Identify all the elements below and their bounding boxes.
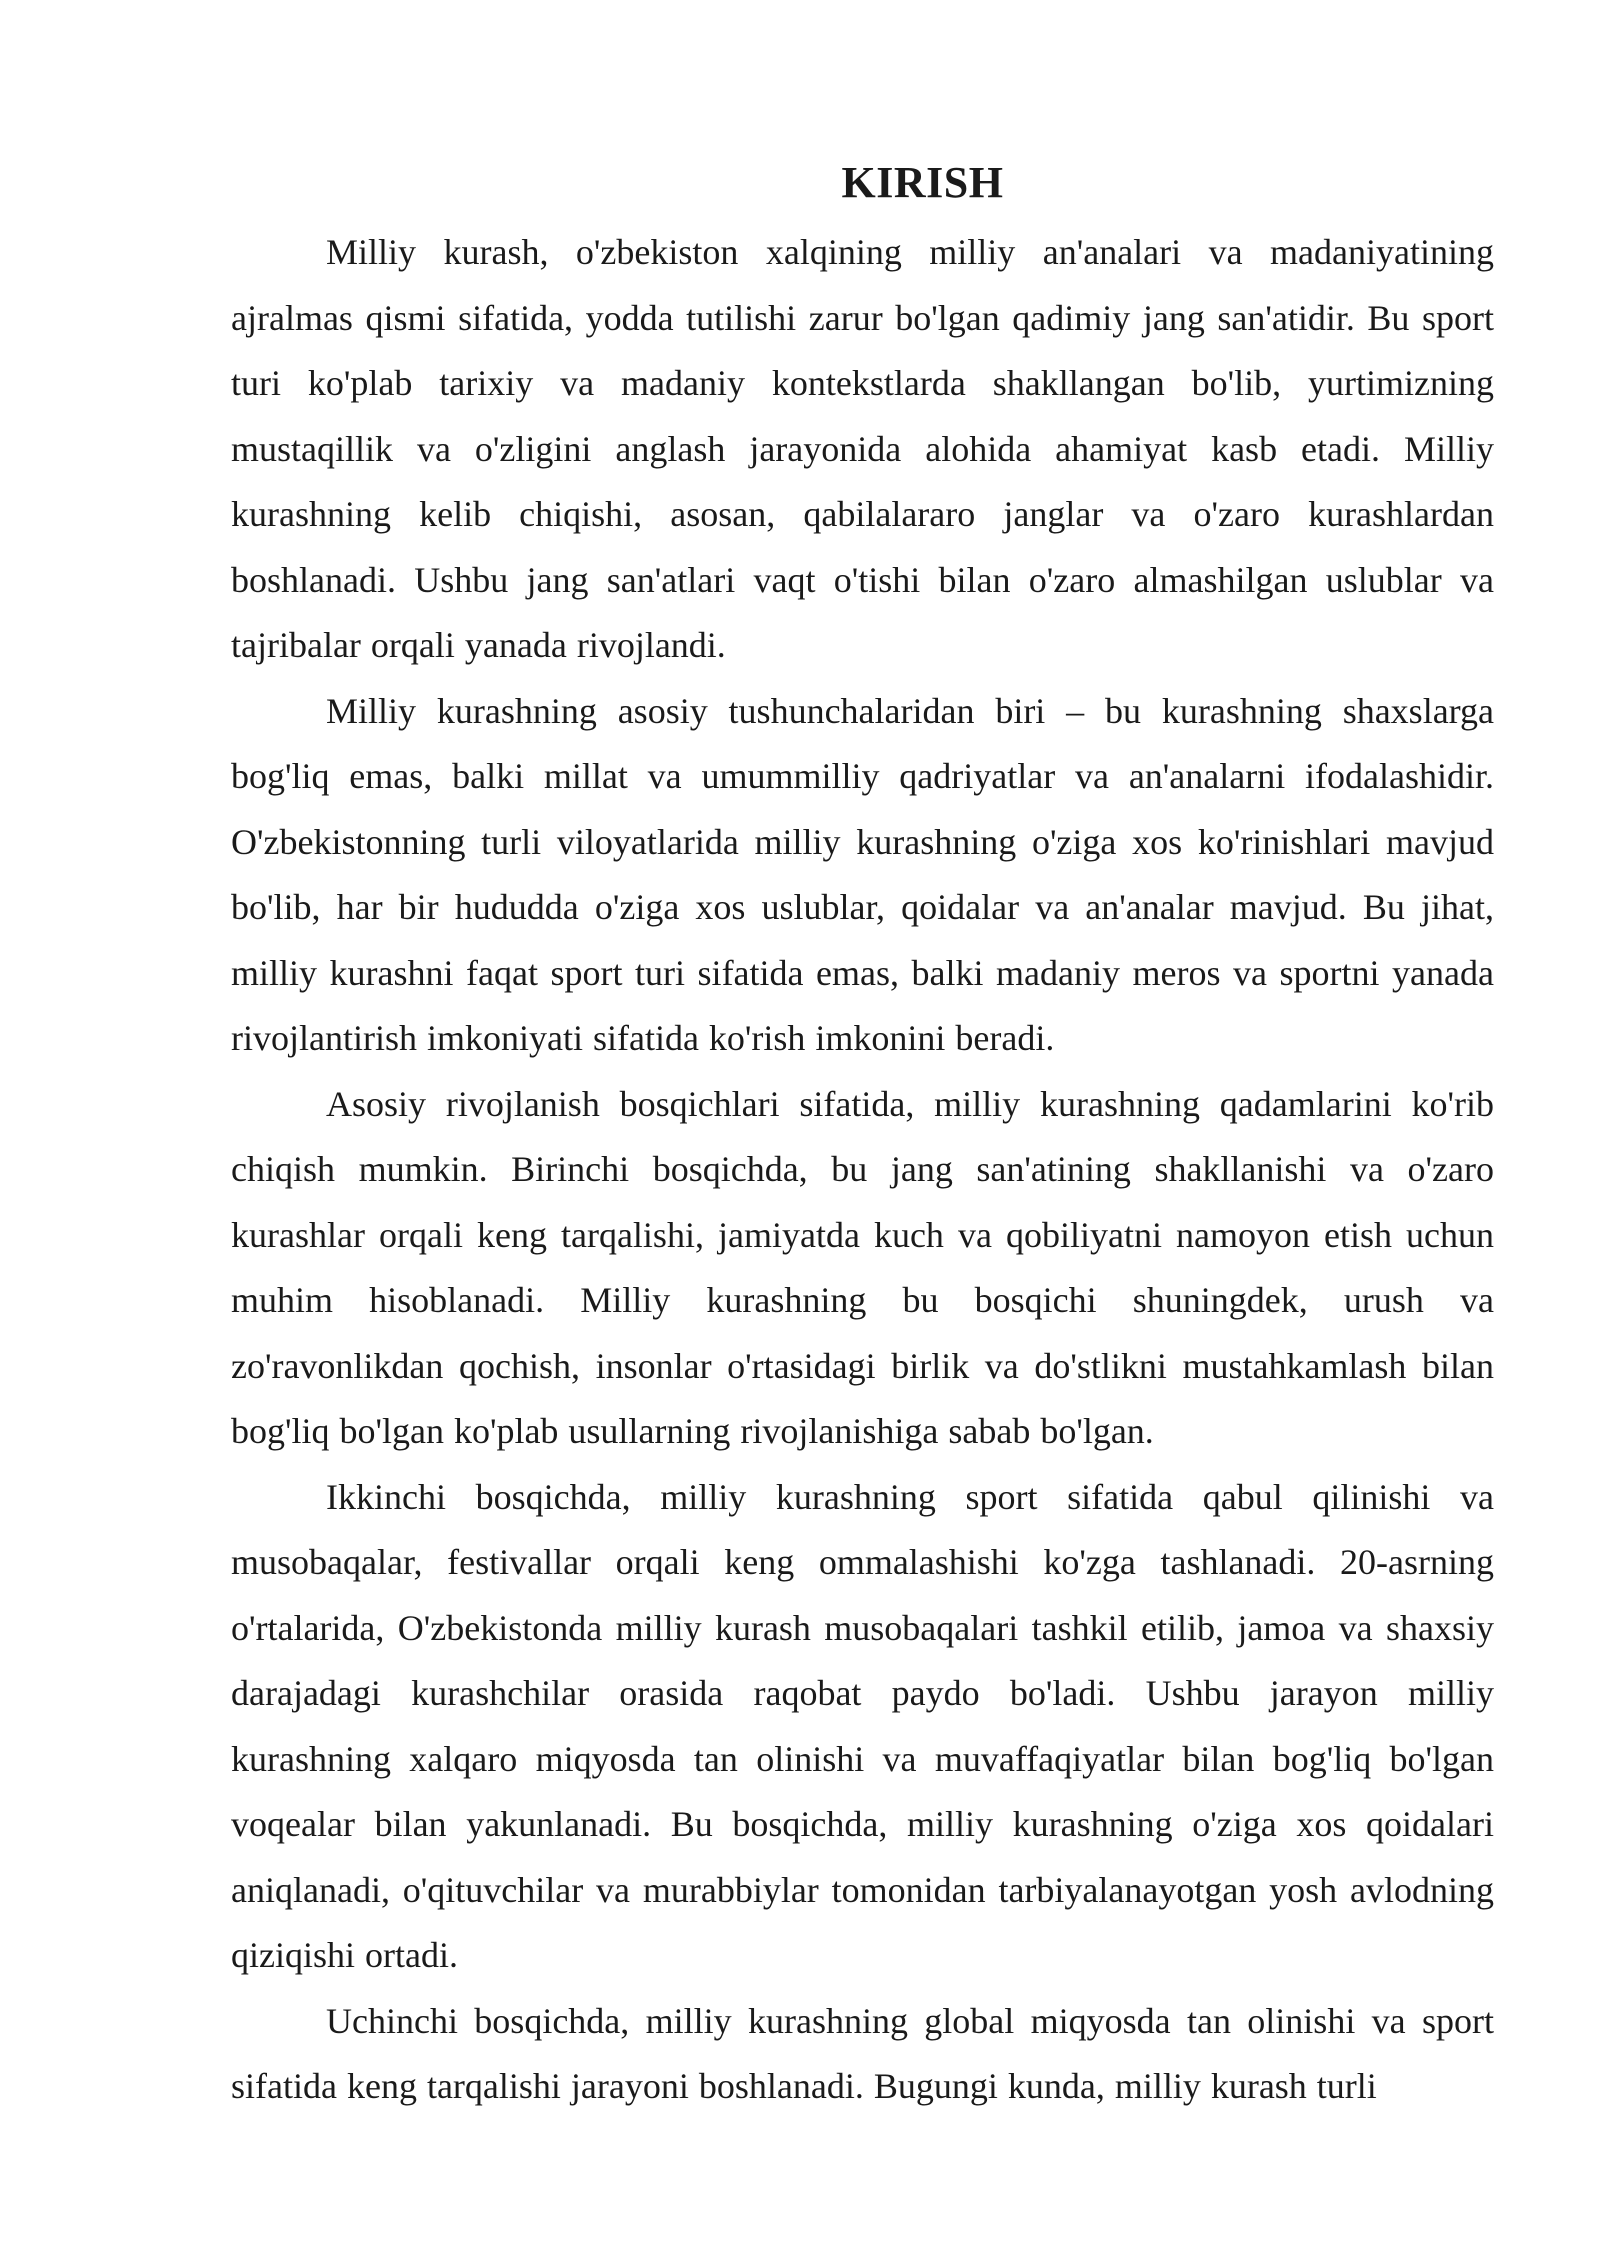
paragraph-4: Ikkinchi bosqichda, milliy kurashning sport sifatida qabul qilinishi va musobaqalar, festivallar orqali keng ommalashishi ko'zga tashlanadi. 20-asrning o'rtalarida, O'zbekistonda milliy kurash musobaqalari tashkil etilib, jamoa va shaxsiy darajadagi kurashchilar orasida raqobat paydo bo'ladi. Ushbu jarayon milliy kurashning xalqaro miqyosda tan olinishi va muvaffaqiyatlar bilan bog'liq bo'lgan voqealar bilan yakunlanadi. Bu bosqichda, milliy kurashning o'ziga xos qoidalari aniqlanadi, o'qituvchilar va murabbiylar tomonidan tarbiyalanayotgan yosh avlodning qiziqishi ortadi. (231, 1476, 1494, 1975)
paragraph-3: Asosiy rivojlanish bosqichlari sifatida, milliy kurashning qadamlarini ko'rib chiqish mumkin. Birinchi bosqichda, bu jang san'atining shakllanishi va o'zaro kurashlar orqali keng tarqalishi, jamiyatda kuch va qobiliyatni namoyon etish uchun muhim hisoblanadi. Milliy kurashning bu bosqichi shuningdek, urush va zo'ravonlikdan qochish, insonlar o'rtasidagi birlik va do'stlikni mustahkamlash bilan bog'liq bo'lgan ko'plab usullarning rivojlanishiga sabab bo'lgan. (231, 1083, 1494, 1451)
paragraph-5: Uchinchi bosqichda, milliy kurashning global miqyosda tan olinishi va sport sifatida keng tarqalishi jarayoni boshlanadi. Bugungi kunda, milliy kurash turli (231, 2000, 1494, 2106)
document-title: KIRISH (841, 158, 1004, 207)
paragraph-2: Milliy kurashning asosiy tushunchalaridan biri – bu kurashning shaxslarga bog'liq emas, balki millat va umummilliy qadriyatlar va an'analarni ifodalashidir. O'zbekistonning turli viloyatlarida milliy kurashning o'ziga xos ko'rinishlari mavjud bo'lib, har bir hududda o'ziga xos uslublar, qoidalar va an'analar mavjud. Bu jihat, milliy kurashni faqat sport turi sifatida emas, balki madaniy meros va sportni yanada rivojlantirish imkoniyati sifatida ko'rish imkonini beradi. (231, 690, 1494, 1058)
paragraph-1: Milliy kurash, o'zbekiston xalqining milliy an'analari va madaniyatining ajralmas qismi sifatida, yodda tutilishi zarur bo'lgan qadimiy jang san'atidir. Bu sport turi ko'plab tarixiy va madaniy kontekstlarda shakllangan bo'lib, yurtimizning mustaqillik va o'zligini anglash jarayonida alohida ahamiyat kasb etadi. Milliy kurashning kelib chiqishi, asosan, qabilalararo janglar va o'zaro kurashlardan boshlanadi. Ushbu jang san'atlari vaqt o'tishi bilan o'zaro almashilgan uslublar va tajribalar orqali yanada rivojlandi. (231, 232, 1494, 665)
document-body (231, 150, 1494, 2120)
